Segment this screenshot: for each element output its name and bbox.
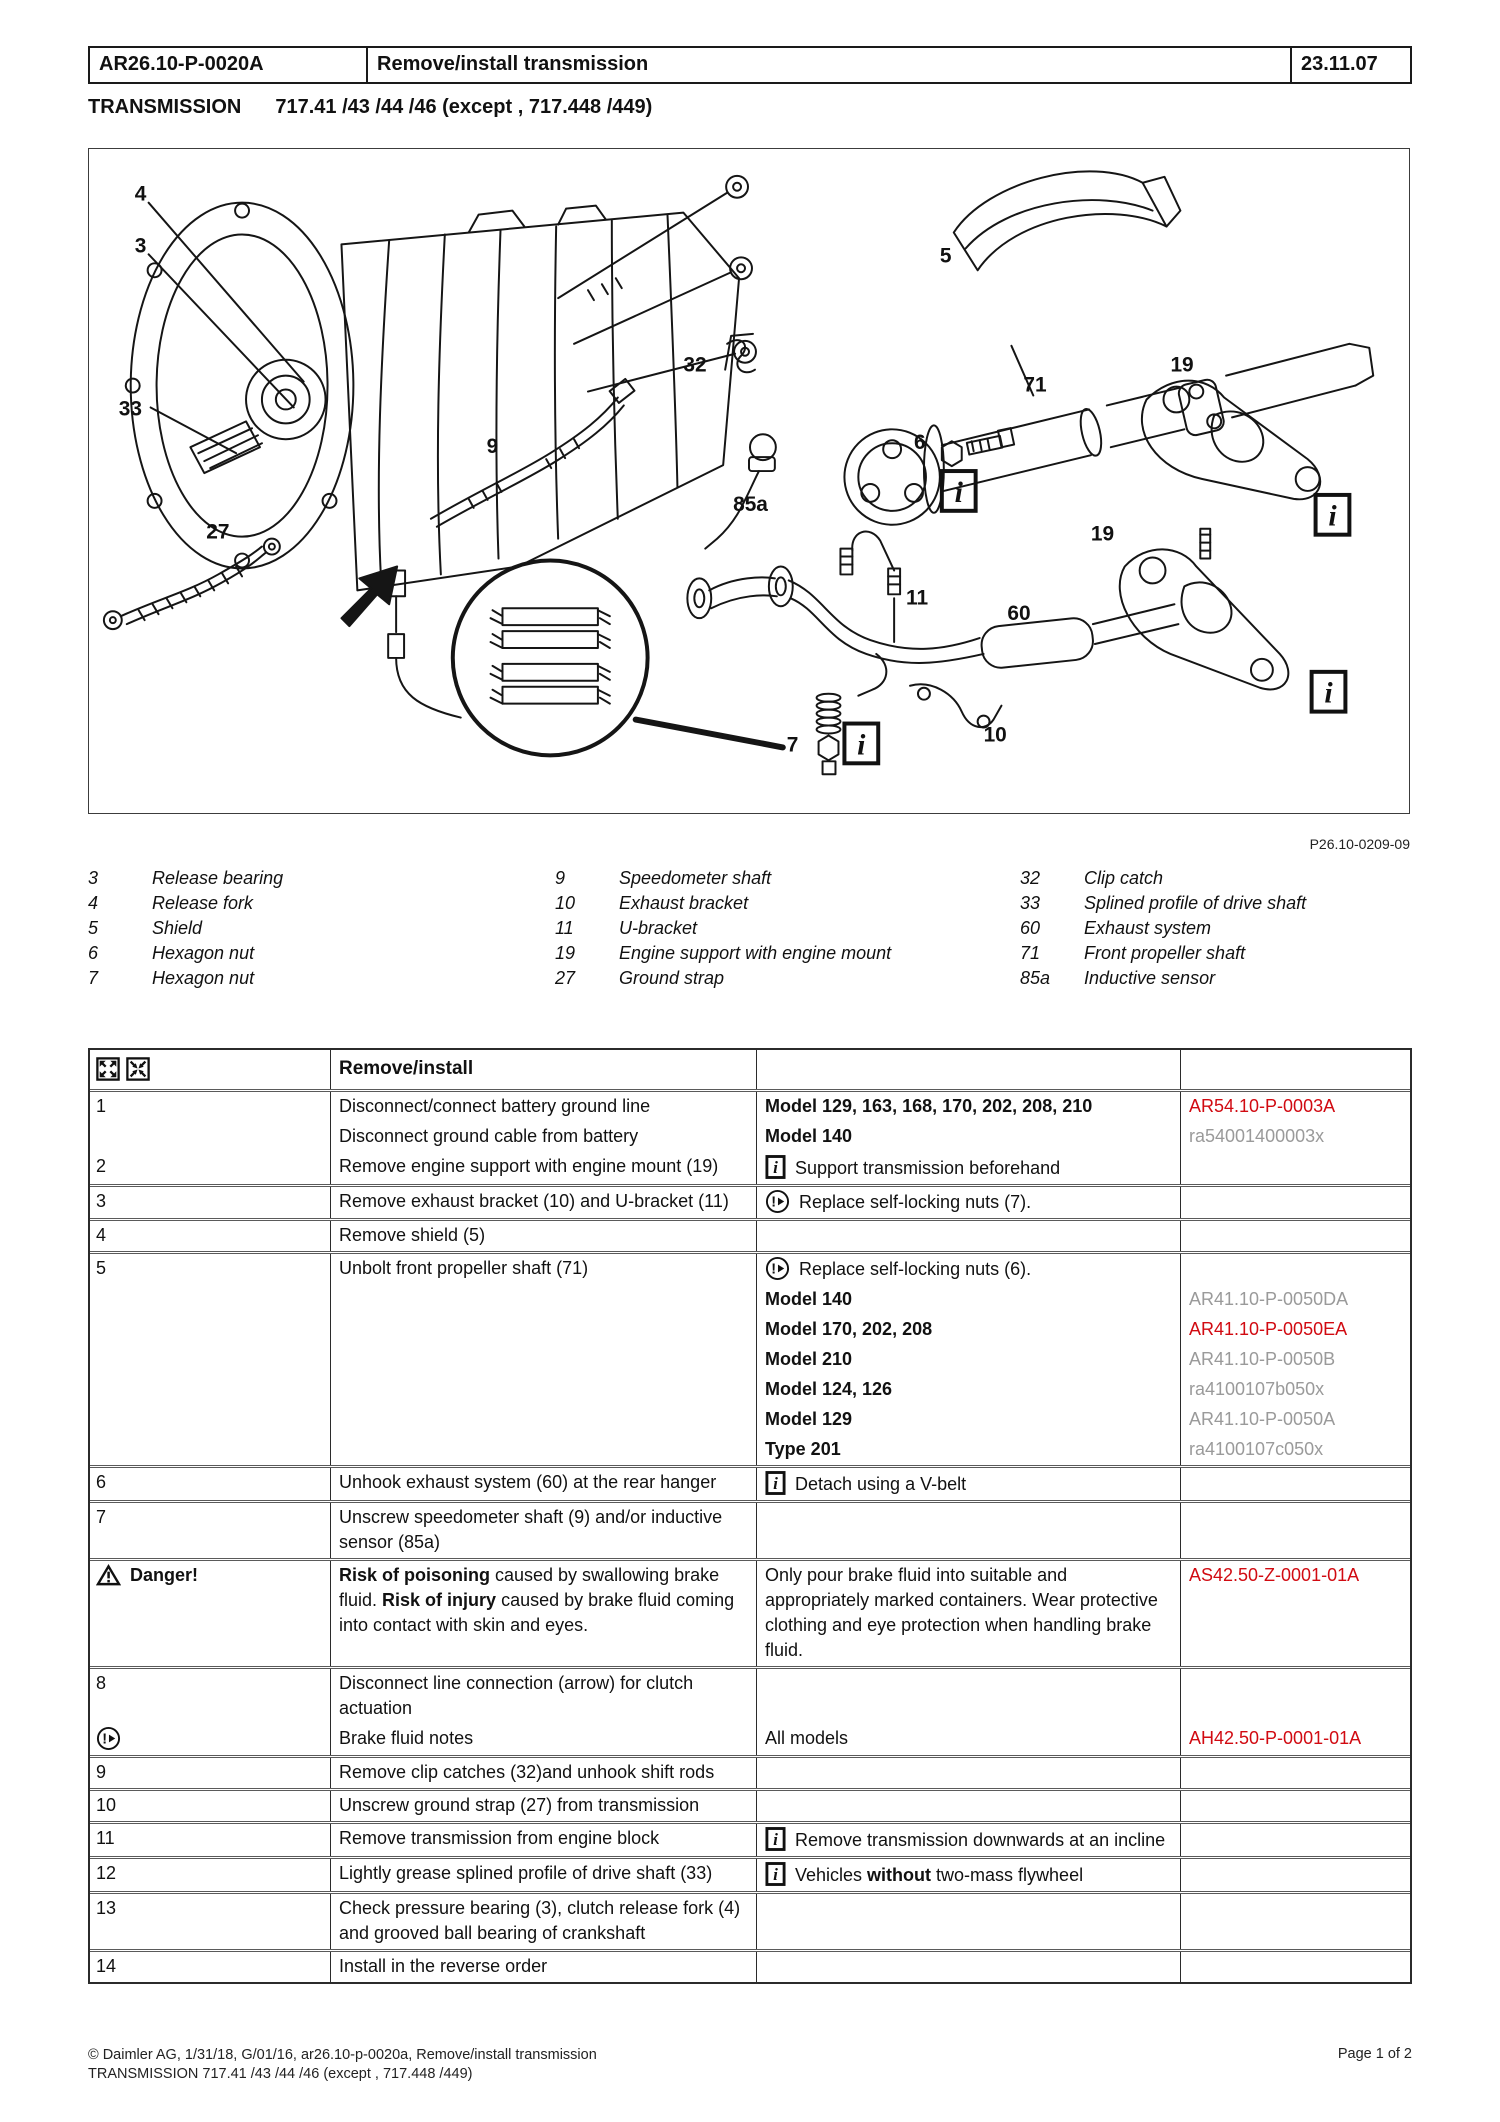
part-callout: 9 (486, 435, 499, 459)
text-segment: 4 (96, 1225, 107, 1245)
detail-cell (756, 1952, 1180, 1982)
legend-part-number: 3 (88, 868, 99, 888)
detail-cell (756, 1375, 1180, 1405)
action-cell (330, 1405, 756, 1435)
legend-item (88, 941, 555, 966)
svg-text:!: ! (771, 1261, 777, 1278)
text-segment: Disconnect line connection (arrow) for clutch actuation (339, 1673, 694, 1718)
table-row (90, 1218, 1410, 1251)
action-cell (330, 1122, 756, 1152)
part-callout: 32 (683, 353, 707, 377)
text-segment: without (867, 1865, 932, 1885)
text-segment: Remove shield (5) (339, 1225, 486, 1245)
text-segment: 5 (96, 1258, 107, 1278)
page-footer (88, 2046, 1412, 2084)
ref-cell (1180, 1152, 1410, 1184)
document-title: Remove/install transmission (368, 48, 1292, 82)
expand-icon (96, 1057, 120, 1081)
page-number: Page 1 of 2 (1337, 2046, 1412, 2062)
text-segment: Support transmission beforehand (795, 1158, 1061, 1178)
document-date: 23.11.07 (1301, 53, 1378, 75)
text-segment: Install in the reverse order (339, 1956, 548, 1976)
text-segment: Model 129 (765, 1409, 853, 1429)
part-callout: 85a (733, 492, 768, 516)
ref-cell (1180, 1824, 1410, 1856)
legend-item (555, 891, 1020, 916)
text-segment: 8 (96, 1673, 107, 1693)
part-callout: 5 (939, 244, 952, 268)
ref-cell (1180, 1561, 1410, 1666)
ref-cell (1180, 1791, 1410, 1821)
text-segment: caused by swallowing brake fluid. (339, 1565, 720, 1610)
ref-cell (1180, 1122, 1410, 1152)
legend-item (555, 941, 1020, 966)
step-cell (90, 1435, 330, 1465)
text-segment: Remove transmission downwards at an incline (795, 1830, 1166, 1850)
transmission-diagram (89, 149, 1409, 813)
legend-item (555, 866, 1020, 891)
legend-part-number: 71 (1020, 943, 1041, 963)
legend-part-number: 11 (555, 918, 574, 938)
text-segment: Model 140 (765, 1289, 853, 1309)
part-callout: 71 (1023, 373, 1047, 397)
svg-text:!: ! (102, 1731, 108, 1748)
text-segment: 13 (96, 1898, 117, 1918)
table-row (90, 1856, 1410, 1891)
remove-install-symbols (90, 1050, 330, 1089)
text-segment: Unhook exhaust system (60) at the rear hanger (339, 1472, 717, 1492)
ref-cell (1180, 1405, 1410, 1435)
doc-ref-code: AR41.10-P-0050B (1189, 1349, 1336, 1369)
text-segment: Lightly grease splined profile of drive shaft (33) (339, 1863, 713, 1883)
svg-text:!: ! (771, 1194, 777, 1211)
legend-column (555, 866, 1020, 991)
text-segment: 14 (96, 1956, 117, 1976)
text-segment: 6 (96, 1472, 107, 1492)
detail-cell (756, 1435, 1180, 1465)
action-cell (330, 1724, 756, 1755)
part-callout: 6 (914, 431, 926, 455)
svg-text:i: i (773, 1830, 778, 1850)
action-cell (330, 1221, 756, 1251)
table-row (90, 1465, 1410, 1500)
text-segment: 7 (96, 1507, 107, 1527)
text-segment: 12 (96, 1863, 117, 1883)
svg-text:i: i (1328, 499, 1337, 533)
step-cell (90, 1952, 330, 1982)
step-cell (90, 1221, 330, 1251)
parts-legend (88, 866, 1412, 991)
detail-cell (756, 1187, 1180, 1218)
action-cell (330, 1152, 756, 1184)
detail-cell (756, 1894, 1180, 1949)
ref-cell (1180, 1221, 1410, 1251)
text-segment: 9 (96, 1762, 107, 1782)
text-segment: Disconnect ground cable from battery (339, 1126, 639, 1146)
text-segment: 1 (96, 1096, 107, 1116)
contract-icon (126, 1057, 150, 1081)
text-segment: two-mass flywheel (931, 1865, 1084, 1885)
info-marker-icon (1316, 495, 1350, 535)
table-header-row (90, 1050, 1410, 1089)
action-cell (330, 1375, 756, 1405)
ref-cell (1180, 1254, 1410, 1285)
table-title: Remove/install (330, 1050, 756, 1089)
legend-part-name: Speedometer shaft (619, 868, 772, 888)
action-cell (330, 1187, 756, 1218)
detail-cell (756, 1859, 1180, 1891)
part-callout: 3 (134, 234, 147, 258)
ref-cell (1180, 1669, 1410, 1724)
legend-part-name: Exhaust system (1084, 918, 1212, 938)
text-segment: Disconnect/connect battery ground line (339, 1096, 651, 1116)
text-segment: Model 140 (765, 1126, 853, 1146)
step-cell (90, 1405, 330, 1435)
info-icon (765, 1861, 786, 1887)
step-cell (90, 1122, 330, 1152)
detail-cell (756, 1669, 1180, 1724)
legend-item (88, 966, 555, 991)
ref-cell (1180, 1859, 1410, 1891)
text-segment: Remove exhaust bracket (10) and U-bracket (11) (339, 1191, 729, 1211)
ref-cell (1180, 1092, 1410, 1122)
figure-callouts (119, 183, 1350, 764)
doc-ref-code: ra4100107b050x (1189, 1379, 1325, 1399)
detail-cell (756, 1285, 1180, 1315)
doc-link-code[interactable]: AH42.50-P-0001-01A (1189, 1728, 1362, 1748)
legend-column (88, 866, 555, 991)
detail-cell (756, 1315, 1180, 1345)
legend-part-name: Ground strap (619, 968, 725, 988)
legend-part-name: Inductive sensor (1084, 968, 1216, 988)
legend-item (1020, 941, 1412, 966)
doc-ref-code: AR41.10-P-0050DA (1189, 1289, 1349, 1309)
svg-text:i: i (773, 1474, 778, 1494)
detail-cell (756, 1724, 1180, 1755)
renew-icon (765, 1256, 790, 1281)
step-cell (90, 1561, 330, 1666)
text-segment: 10 (96, 1795, 117, 1815)
action-cell (330, 1254, 756, 1285)
legend-part-name: Release fork (152, 893, 254, 913)
detail-cell (756, 1221, 1180, 1251)
legend-part-name: Front propeller shaft (1084, 943, 1246, 963)
step-cell (90, 1503, 330, 1558)
doc-link-code[interactable]: AR41.10-P-0050EA (1189, 1319, 1348, 1339)
legend-part-name: Clip catch (1084, 868, 1164, 888)
legend-part-number: 19 (555, 943, 576, 963)
renew-icon (765, 1189, 790, 1214)
step-cell (90, 1894, 330, 1949)
step-cell (90, 1315, 330, 1345)
legend-part-name: Release bearing (152, 868, 284, 888)
legend-part-name: U-bracket (619, 918, 698, 938)
action-cell (330, 1561, 756, 1666)
ref-cell (1180, 1724, 1410, 1755)
text-segment: Remove clip catches (32)and unhook shift rods (339, 1762, 715, 1782)
danger-icon (96, 1564, 121, 1587)
legend-part-name: Shield (152, 918, 203, 938)
text-segment: Replace self-locking nuts (6). (799, 1259, 1032, 1279)
text-segment: Replace self-locking nuts (7). (799, 1192, 1032, 1212)
legend-part-name: Splined profile of drive shaft (1084, 893, 1307, 913)
table-row (90, 1788, 1410, 1821)
legend-part-name: Engine support with engine mount (619, 943, 892, 963)
detail-cell (756, 1345, 1180, 1375)
action-cell (330, 1092, 756, 1122)
text-segment: Model 210 (765, 1349, 853, 1369)
part-callout: 19 (1170, 353, 1194, 377)
action-cell (330, 1669, 756, 1724)
table-row (90, 1666, 1410, 1755)
text-segment: Vehicles (795, 1865, 868, 1885)
svg-text:i: i (1324, 676, 1333, 710)
svg-text:i: i (773, 1158, 778, 1178)
legend-part-name: Exhaust bracket (619, 893, 749, 913)
doc-ref-code: ra4100107c050x (1189, 1439, 1324, 1459)
subtitle-label: TRANSMISSION (88, 96, 242, 118)
part-callout: 7 (786, 733, 799, 757)
legend-part-number: 5 (88, 918, 99, 938)
detail-cell (756, 1405, 1180, 1435)
text-segment: Remove transmission from engine block (339, 1828, 660, 1848)
text-segment: Unscrew speedometer shaft (9) and/or inductive sensor (85a) (339, 1507, 723, 1552)
step-cell (90, 1187, 330, 1218)
ref-cell (1180, 1187, 1410, 1218)
legend-item (1020, 866, 1412, 891)
document-header (88, 46, 1412, 84)
doc-link-code[interactable]: AR54.10-P-0003A (1189, 1096, 1336, 1116)
detail-cell (756, 1758, 1180, 1788)
legend-part-number: 4 (88, 893, 99, 913)
legend-part-number: 9 (555, 868, 566, 888)
legend-part-number: 7 (88, 968, 99, 988)
legend-item (1020, 891, 1412, 916)
legend-item (88, 891, 555, 916)
doc-link-code[interactable]: AS42.50-Z-0001-01A (1189, 1565, 1360, 1585)
ref-cell (1180, 1758, 1410, 1788)
renew-icon (96, 1726, 121, 1751)
legend-item (88, 866, 555, 891)
text-segment: Unbolt front propeller shaft (71) (339, 1258, 589, 1278)
legend-column (1020, 866, 1412, 991)
transmission-subtitle (88, 96, 652, 119)
info-marker-icon (1312, 672, 1346, 712)
step-cell (90, 1152, 330, 1184)
step-cell (90, 1724, 330, 1755)
doc-ref-code: AR41.10-P-0050A (1189, 1409, 1336, 1429)
ref-cell (1180, 1345, 1410, 1375)
ref-cell (1180, 1468, 1410, 1500)
detail-cell (756, 1122, 1180, 1152)
table-row (90, 1949, 1410, 1982)
step-cell (90, 1669, 330, 1724)
footer-subtitle-line: TRANSMISSION 717.41 /43 /44 /46 (except , 717.448 /449) (88, 2066, 473, 2082)
action-cell (330, 1345, 756, 1375)
table-row (90, 1184, 1410, 1218)
table-row (90, 1500, 1410, 1558)
exploded-view-figure (88, 148, 1410, 814)
info-icon (765, 1826, 786, 1852)
text-segment: caused by brake fluid coming into contact with skin and eyes. (339, 1590, 735, 1635)
ref-cell (1180, 1952, 1410, 1982)
text-segment: Risk of injury (382, 1590, 497, 1610)
table-row (90, 1821, 1410, 1856)
part-callout: 11 (906, 586, 929, 610)
text-segment: Type 201 (765, 1439, 841, 1459)
action-cell (330, 1315, 756, 1345)
legend-part-number: 60 (1020, 918, 1041, 938)
legend-item (555, 916, 1020, 941)
info-icon (765, 1470, 786, 1496)
part-callout: 10 (983, 723, 1007, 747)
detail-cell (756, 1152, 1180, 1184)
step-cell (90, 1092, 330, 1122)
svg-text:i: i (857, 728, 866, 762)
action-cell (330, 1791, 756, 1821)
step-cell (90, 1375, 330, 1405)
step-cell (90, 1285, 330, 1315)
text-segment: Risk of poisoning (339, 1565, 490, 1585)
action-cell (330, 1503, 756, 1558)
ref-cell (1180, 1375, 1410, 1405)
legend-part-number: 27 (555, 968, 576, 988)
ref-cell (1180, 1435, 1410, 1465)
text-segment: Unscrew ground strap (27) from transmission (339, 1795, 700, 1815)
step-cell (90, 1791, 330, 1821)
legend-item (88, 916, 555, 941)
legend-part-number: 10 (555, 893, 576, 913)
part-callout: 4 (134, 182, 147, 206)
text-segment: Detach using a V-belt (795, 1474, 967, 1494)
action-cell (330, 1468, 756, 1500)
legend-item (1020, 966, 1412, 991)
info-icon (765, 1154, 786, 1180)
legend-item (1020, 916, 1412, 941)
action-cell (330, 1859, 756, 1891)
table-row (90, 1755, 1410, 1788)
text-segment: Model 129, 163, 168, 170, 202, 208, 210 (765, 1096, 1093, 1116)
part-callout: 60 (1007, 602, 1031, 626)
step-cell (90, 1758, 330, 1788)
legend-part-number: 6 (88, 943, 99, 963)
legend-part-number: 33 (1020, 893, 1041, 913)
detail-cell (756, 1824, 1180, 1856)
detail-cell (756, 1791, 1180, 1821)
action-cell (330, 1894, 756, 1949)
document-number: AR26.10-P-0020A (90, 48, 368, 82)
action-cell (330, 1285, 756, 1315)
ref-cell (1180, 1503, 1410, 1558)
procedure-table (88, 1048, 1412, 1984)
figure-reference-code: P26.10-0209-09 (1309, 836, 1410, 852)
info-marker-icon (844, 724, 878, 764)
text-segment: All models (765, 1728, 849, 1748)
legend-item (555, 966, 1020, 991)
action-cell (330, 1758, 756, 1788)
text-segment: Check pressure bearing (3), clutch release fork (4) and grooved ball bearing of crankshaft (339, 1898, 741, 1943)
detail-cell (756, 1561, 1180, 1666)
svg-text:i: i (773, 1865, 778, 1885)
table-header-cell (1180, 1050, 1410, 1089)
table-row (90, 1089, 1410, 1184)
text-segment: Danger! (130, 1565, 199, 1585)
ref-cell (1180, 1894, 1410, 1949)
text-segment: Only pour brake fluid into suitable and appropriately marked containers. Wear protective clothing and eye protection when handling brake fluid. (765, 1565, 1158, 1660)
table-row (90, 1558, 1410, 1666)
legend-part-name: Hexagon nut (152, 943, 255, 963)
part-callout: 19 (1090, 522, 1115, 546)
detail-cell (756, 1254, 1180, 1285)
text-segment: Model 124, 126 (765, 1379, 893, 1399)
svg-text:i: i (954, 475, 963, 509)
text-segment: 3 (96, 1191, 107, 1211)
text-segment: Brake fluid notes (339, 1728, 474, 1748)
action-cell (330, 1952, 756, 1982)
copyright-line: © Daimler AG, 1/31/18, G/01/16, ar26.10-p-0020a, Remove/install transmission (88, 2047, 597, 2063)
detail-cell (756, 1092, 1180, 1122)
step-cell (90, 1824, 330, 1856)
legend-part-number: 32 (1020, 868, 1041, 888)
doc-ref-code: ra54001400003x (1189, 1126, 1325, 1146)
table-row (90, 1251, 1410, 1465)
detail-cell (756, 1468, 1180, 1500)
detail-cell (756, 1503, 1180, 1558)
ref-cell (1180, 1315, 1410, 1345)
legend-part-name: Hexagon nut (152, 968, 255, 988)
text-segment: 2 (96, 1156, 107, 1176)
action-cell (330, 1435, 756, 1465)
legend-part-number: 85a (1020, 968, 1051, 988)
text-segment: Model 170, 202, 208 (765, 1319, 933, 1339)
action-cell (330, 1824, 756, 1856)
part-callout: 27 (206, 520, 230, 544)
subtitle-value: 717.41 /43 /44 /46 (except , 717.448 /449) (275, 96, 653, 118)
part-callout: 33 (118, 397, 142, 421)
step-cell (90, 1859, 330, 1891)
ref-cell (1180, 1285, 1410, 1315)
text-segment: 11 (96, 1828, 115, 1848)
text-segment: Remove engine support with engine mount (19) (339, 1156, 719, 1176)
step-cell (90, 1468, 330, 1500)
step-cell (90, 1254, 330, 1285)
step-cell (90, 1345, 330, 1375)
table-header-cell (756, 1050, 1180, 1089)
table-row (90, 1891, 1410, 1949)
